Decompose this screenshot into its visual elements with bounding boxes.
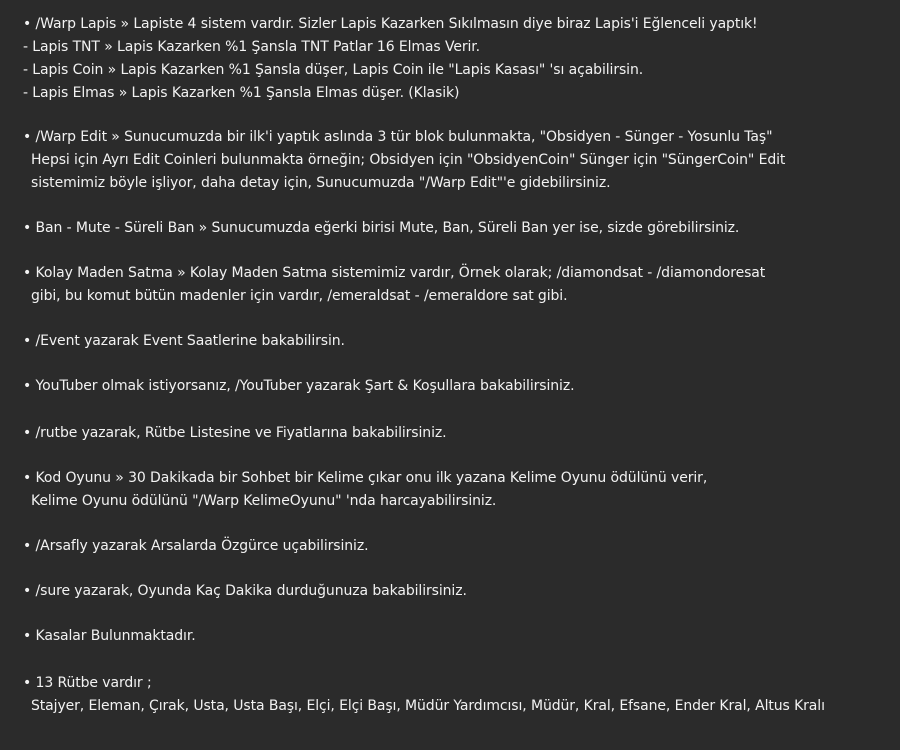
rutbe-list-line: Stajyer, Eleman, Çırak, Usta, Usta Başı, Elçi, Elçi Başı, Müdür Yardımcısı, Müdür, Kral, Efsane, Ender Kral, Altus Kralı bbox=[31, 698, 825, 714]
kolay-maden-line-2: gibi, bu komut bütün madenler için vardır, /emeraldsat - /emeraldore sat gibi. bbox=[31, 288, 568, 304]
sure-line: • /sure yazarak, Oyunda Kaç Dakika durduğunuza bakabilirsiniz. bbox=[23, 583, 467, 599]
arsafly-line: • /Arsafly yazarak Arsalarda Özgürce uçabilirsiniz. bbox=[23, 538, 369, 554]
rutbe-count-line: • 13 Rütbe vardır ; bbox=[23, 675, 152, 691]
kod-oyunu-line: • Kod Oyunu » 30 Dakikada bir Sohbet bir Kelime çıkar onu ilk yazana Kelime Oyunu ödülünü verir, bbox=[23, 470, 708, 486]
lapis-coin-line: - Lapis Coin » Lapis Kazarken %1 Şansla düşer, Lapis Coin ile "Lapis Kasası" 'sı açabilirsin. bbox=[23, 62, 644, 78]
rutbe-line: • /rutbe yazarak, Rütbe Listesine ve Fiyatlarına bakabilirsiniz. bbox=[23, 425, 447, 441]
kasalar-line: • Kasalar Bulunmaktadır. bbox=[23, 628, 196, 644]
lapis-elmas-line: - Lapis Elmas » Lapis Kazarken %1 Şansla Elmas düşer. (Klasik) bbox=[23, 85, 460, 101]
warp-edit-line: • /Warp Edit » Sunucumuzda bir ilk'i yaptık aslında 3 tür blok bulunmakta, "Obsidyen - Sünger - Yosunlu Taş" bbox=[23, 129, 773, 145]
kod-oyunu-line-2: Kelime Oyunu ödülünü "/Warp KelimeOyunu" 'nda harcayabilirsiniz. bbox=[31, 493, 497, 509]
warp-edit-line-3: sistemimiz böyle işliyor, daha detay için, Sunucumuzda "/Warp Edit"'e gidebilirsiniz. bbox=[31, 175, 611, 191]
kolay-maden-line: • Kolay Maden Satma » Kolay Maden Satma sistemimiz vardır, Örnek olarak; /diamondsat - /diamondoresat bbox=[23, 265, 766, 281]
warp-edit-line-2: Hepsi için Ayrı Edit Coinleri bulunmakta örneğin; Obsidyen için "ObsidyenCoin" Sünger için "SüngerCoin" Edit bbox=[31, 152, 786, 168]
ban-mute-line: • Ban - Mute - Süreli Ban » Sunucumuzda eğerki birisi Mute, Ban, Süreli Ban yer ise, sizde görebilirsiniz. bbox=[23, 220, 740, 236]
lapis-tnt-line: - Lapis TNT » Lapis Kazarken %1 Şansla TNT Patlar 16 Elmas Verir. bbox=[23, 39, 481, 55]
warp-lapis-line: • /Warp Lapis » Lapiste 4 sistem vardır. Sizler Lapis Kazarken Sıkılmasın diye biraz Lapis'i Eğlenceli yaptık! bbox=[23, 16, 758, 32]
youtuber-line: • YouTuber olmak istiyorsanız, /YouTuber yazarak Şart & Koşullara bakabilirsiniz. bbox=[23, 378, 575, 394]
event-line: • /Event yazarak Event Saatlerine bakabilirsin. bbox=[23, 333, 345, 349]
